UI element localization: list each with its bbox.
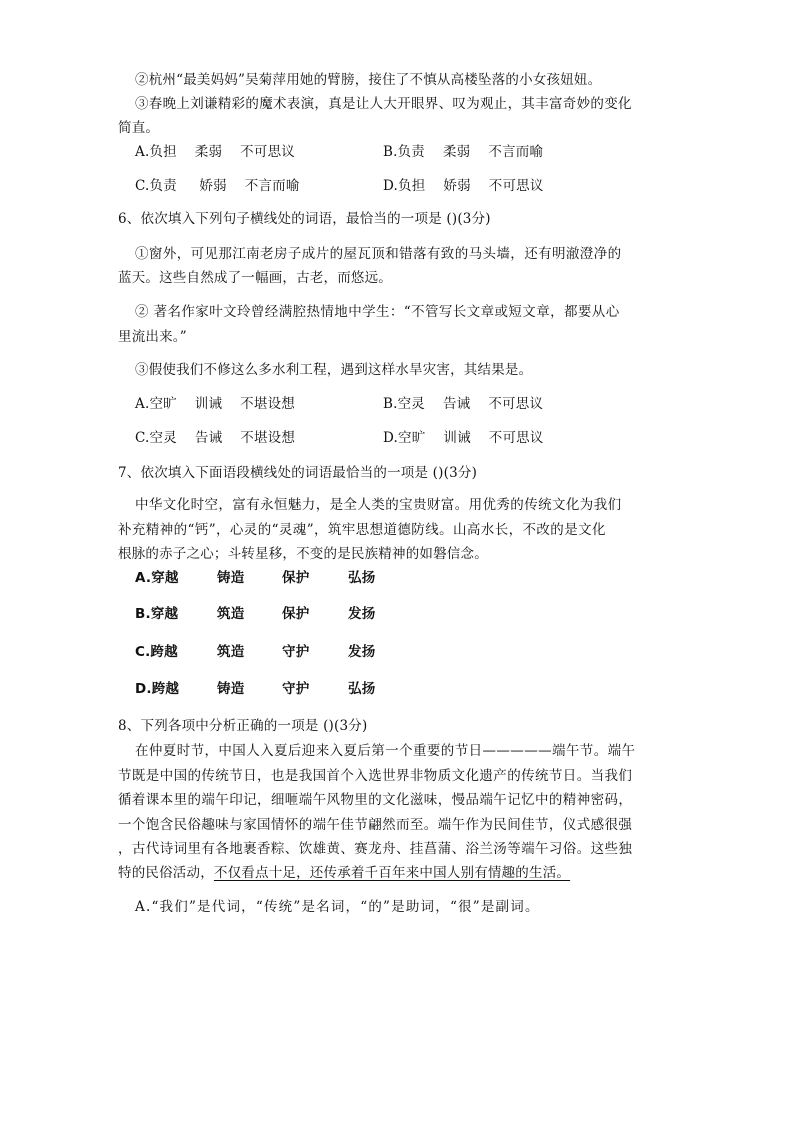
q5-option-a: A.负担 柔弱 不可思议 xyxy=(135,144,295,160)
q8-passage-line2: 节既是中国的传统节日，也是我国首个入选世界非物质文化遗产的传统节日。当我们 xyxy=(118,768,633,784)
q5-option-c: C.负责 娇弱 不言而喻 xyxy=(135,178,300,194)
q7-option-a-word4: 弘扬 xyxy=(348,570,376,586)
q7-option-c-word3: 守护 xyxy=(282,644,310,660)
q7-option-d-word4: 弘扬 xyxy=(348,681,376,697)
q8-underlined-sentence: 不仅看点十足，还传承着千百年来中国人别有情趣的生活。 xyxy=(213,865,571,881)
q8-passage-line5: ，古代诗词里有各地裹香粽、饮雄黄、赛龙舟、挂菖蒲、浴兰汤等端午习俗。这些独 xyxy=(118,841,633,857)
q8-passage-line6 xyxy=(118,863,570,883)
q8-passage-line1: 在仲夏时节，中国人入夏后迎来入夏后第一个重要的节日—————端午节。端午 xyxy=(135,743,636,759)
q5-option-b: B.负责 柔弱 不言而喻 xyxy=(383,144,544,160)
q6-sentence-2-line2: 里流出来。” xyxy=(118,329,187,345)
q7-option-a-label: A.穿越 xyxy=(135,570,179,586)
q7-passage-line1: 中华文化时空，富有永恒魅力，是全人类的宝贵财富。用优秀的传统文化为我们 xyxy=(135,497,622,513)
q7-option-d-word2: 铸造 xyxy=(217,681,245,697)
q8-passage-line4: 一个饱含民俗趣味与家国情怀的端午佳节翩然而至。端午作为民间佳节，仪式感很强 xyxy=(118,817,633,833)
q5-sentence-2: ②杭州“最美妈妈”吴菊萍用她的臂膀，接住了不慎从高楼坠落的小女孩妞妞。 xyxy=(135,72,602,88)
q7-option-a-word2: 铸造 xyxy=(217,570,245,586)
q6-sentence-2-line1: ② 著名作家叶文玲曾经满腔热情地中学生：“不管写长文章或短文章，都要从心 xyxy=(135,304,620,320)
q5-sentence-3-line1: ③春晚上刘谦精彩的魔术表演，真是让人大开眼界、叹为观止，其丰富奇妙的变化 xyxy=(135,96,632,112)
q8-passage-line6-plain: 特的民俗活动， xyxy=(118,865,214,881)
q7-option-b-label: B.穿越 xyxy=(135,606,179,622)
q7-option-d-label: D.跨越 xyxy=(135,681,180,697)
q8-option-a: A.“我们”是代词，“传统”是名词，“的”是助词，“很”是副词。 xyxy=(135,899,540,915)
q7-passage-line3: 根脉的赤子之心；斗转星移，不变的是民族精神的如磐信念。 xyxy=(118,546,488,562)
q7-stem: 7、依次填入下面语段横线处的词语最恰当的一项是 ()(3分) xyxy=(118,465,478,481)
q7-option-c-word2: 筑造 xyxy=(217,644,245,660)
q6-sentence-1-line2: 蓝天。这些自然成了一幅画，古老，而悠远。 xyxy=(118,270,392,286)
q6-option-c: C.空灵 告诫 不堪设想 xyxy=(135,430,296,446)
q6-sentence-3: ③假使我们不修这么多水利工程，遇到这样水旱灾害，其结果是。 xyxy=(135,362,533,378)
q6-stem: 6、依次填入下列句子横线处的词语，最恰当的一项是 ()(3分) xyxy=(118,211,491,227)
q7-option-b-word3: 保护 xyxy=(282,606,310,622)
q7-passage-line2: 补充精神的“钙”，心灵的“灵魂”，筑牢思想道德防线。山高水长，不改的是文化 xyxy=(118,522,606,538)
q5-option-d: D.负担 娇弱 不可思议 xyxy=(383,178,544,194)
q6-sentence-1-line1: ①窗外，可见那江南老房子成片的屋瓦顶和错落有致的马头墙，还有明澈澄净的 xyxy=(135,246,622,262)
q6-option-b: B.空灵 告诫 不可思议 xyxy=(383,396,544,412)
q7-option-a-word3: 保护 xyxy=(282,570,310,586)
q7-option-b-word2: 筑造 xyxy=(217,606,245,622)
q8-stem: 8、下列各项中分析正确的一项是 ()(3分) xyxy=(118,718,368,734)
q7-option-c-label: C.跨越 xyxy=(135,644,178,660)
q6-option-d: D.空旷 训诫 不可思议 xyxy=(383,430,544,446)
q7-option-b-word4: 发扬 xyxy=(348,606,376,622)
q8-passage-line3: 循着课本里的端午印记，细咂端午风物里的文化滋味，慢品端午记忆中的精神密码， xyxy=(118,792,633,808)
q7-option-c-word4: 发扬 xyxy=(348,644,376,660)
q5-sentence-3-line2: 简直。 xyxy=(118,120,160,136)
q7-option-d-word3: 守护 xyxy=(282,681,310,697)
q6-option-a: A.空旷 训诫 不堪设想 xyxy=(135,396,295,412)
